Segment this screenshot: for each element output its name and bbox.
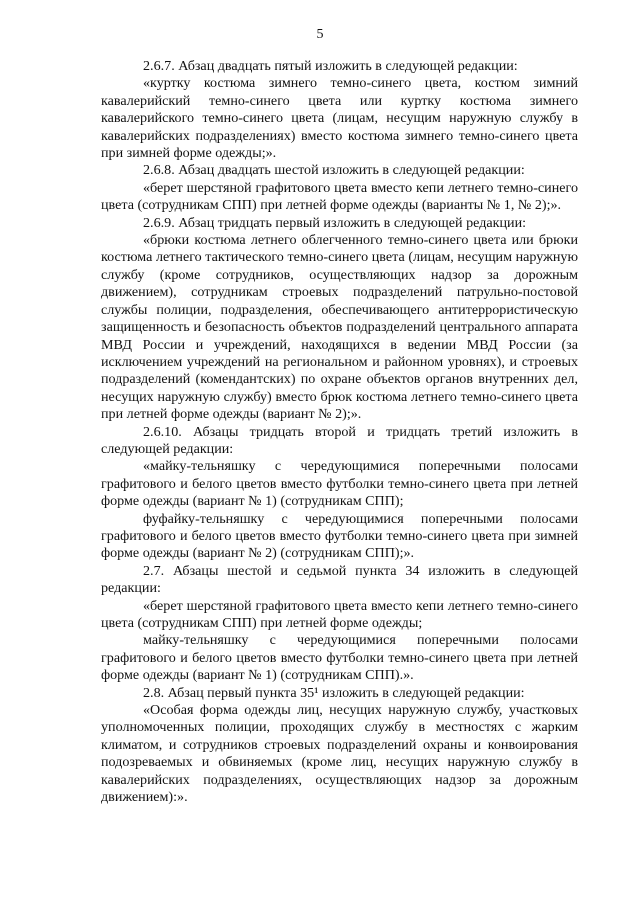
paragraph-2-7-heading: 2.7. Абзацы шестой и седьмой пункта 34 изложить в следующей редакции: (101, 562, 578, 597)
paragraph-2-6-10-text-1: «майку-тельняшку с чередующимися поперечными полосами графитового и белого цветов вместо футболки темно-синего цвета при летней форме одежды (вариант № 1) (сотрудникам СПП); (101, 458, 578, 510)
paragraph-2-6-9-heading: 2.6.9. Абзац тридцать первый изложить в следующей редакции: (143, 214, 527, 231)
paragraph-2-6-10-heading: 2.6.10. Абзацы тридцать второй и тридцать третий изложить в следующей редакции: (101, 423, 578, 457)
paragraph-2-8-heading: 2.8. Абзац первый пункта 35¹ изложить в следующей редакции: (143, 684, 525, 701)
paragraph-2-8-text: «Особая форма одежды лиц, несущих наружную службу, участковых уполномоченных полиции, проходящих службу в местностях с жарким климатом, и сотрудников строевых подразделений охраны и конвоирования подозреваемых и обвиняемых (кроме лиц, несущих наружную службу в кавалерийских подразделениях, осуществляющих надзор за дорожным движением):». (101, 702, 578, 806)
paragraph-2-6-9-text: «брюки костюма летнего облегченного темно-синего цвета или брюки костюма летнего тактического темно-синего цвета (лицам, несущим наружную службу (кроме сотрудников, осуществляющих надзор за дорожным движением), сотрудникам строевых подразделений патрульно-постовой службы полиции, подразделения, обеспечивающего антитеррористическую защищенность и безопасность объектов подразделений центрального аппарата МВД России и учреждений, находящихся в ведении МВД России (за исключением учреждений на региональном и районном уровнях), и строевых подразделений (комендантских) по охране объектов органов внутренних дел, несущих наружную службу) вместо брюк костюма летнего темно-синего цвета при летней форме одежды (вариант № 2);». (101, 232, 578, 423)
document-body (101, 58, 578, 806)
paragraph-2-6-7-text: «куртку костюма зимнего темно-синего цвета, костюм зимний кавалерийский темно-синего цвета или куртку костюма зимнего кавалерийского темно-синего цвета (лицам, несущим наружную службу в кавалерийских подразделениях) вместо костюма зимнего темно-синего цвета при зимней форме одежды;». (101, 75, 578, 162)
paragraph-2-6-7-heading: 2.6.7. Абзац двадцать пятый изложить в следующей редакции: (143, 58, 518, 74)
paragraph-2-6-8-text: «берет шерстяной графитового цвета вместо кепи летнего темно-синего цвета (сотрудникам СПП) при летней форме одежды (варианты № 1, № 2);». (101, 179, 578, 214)
paragraph-2-7-text-2: майку-тельняшку с чередующимися поперечными полосами графитового и белого цветов вместо футболки темно-синего цвета при летней форме одежды (вариант № 1) (сотрудникам СПП).». (101, 632, 578, 684)
paragraph-2-7-text-1: «берет шерстяной графитового цвета вместо кепи летнего темно-синего цвета (сотрудникам СПП) при летней форме одежды; (101, 597, 578, 631)
paragraph-2-6-8-heading: 2.6.8. Абзац двадцать шестой изложить в следующей редакции: (143, 162, 525, 179)
paragraph-2-6-10-text-2: фуфайку-тельняшку с чередующимися поперечными полосами графитового и белого цветов вместо футболки темно-синего цвета при зимней форме одежды (вариант № 2) (сотрудникам СПП);». (101, 510, 578, 562)
page-number: 5 (316, 27, 324, 42)
